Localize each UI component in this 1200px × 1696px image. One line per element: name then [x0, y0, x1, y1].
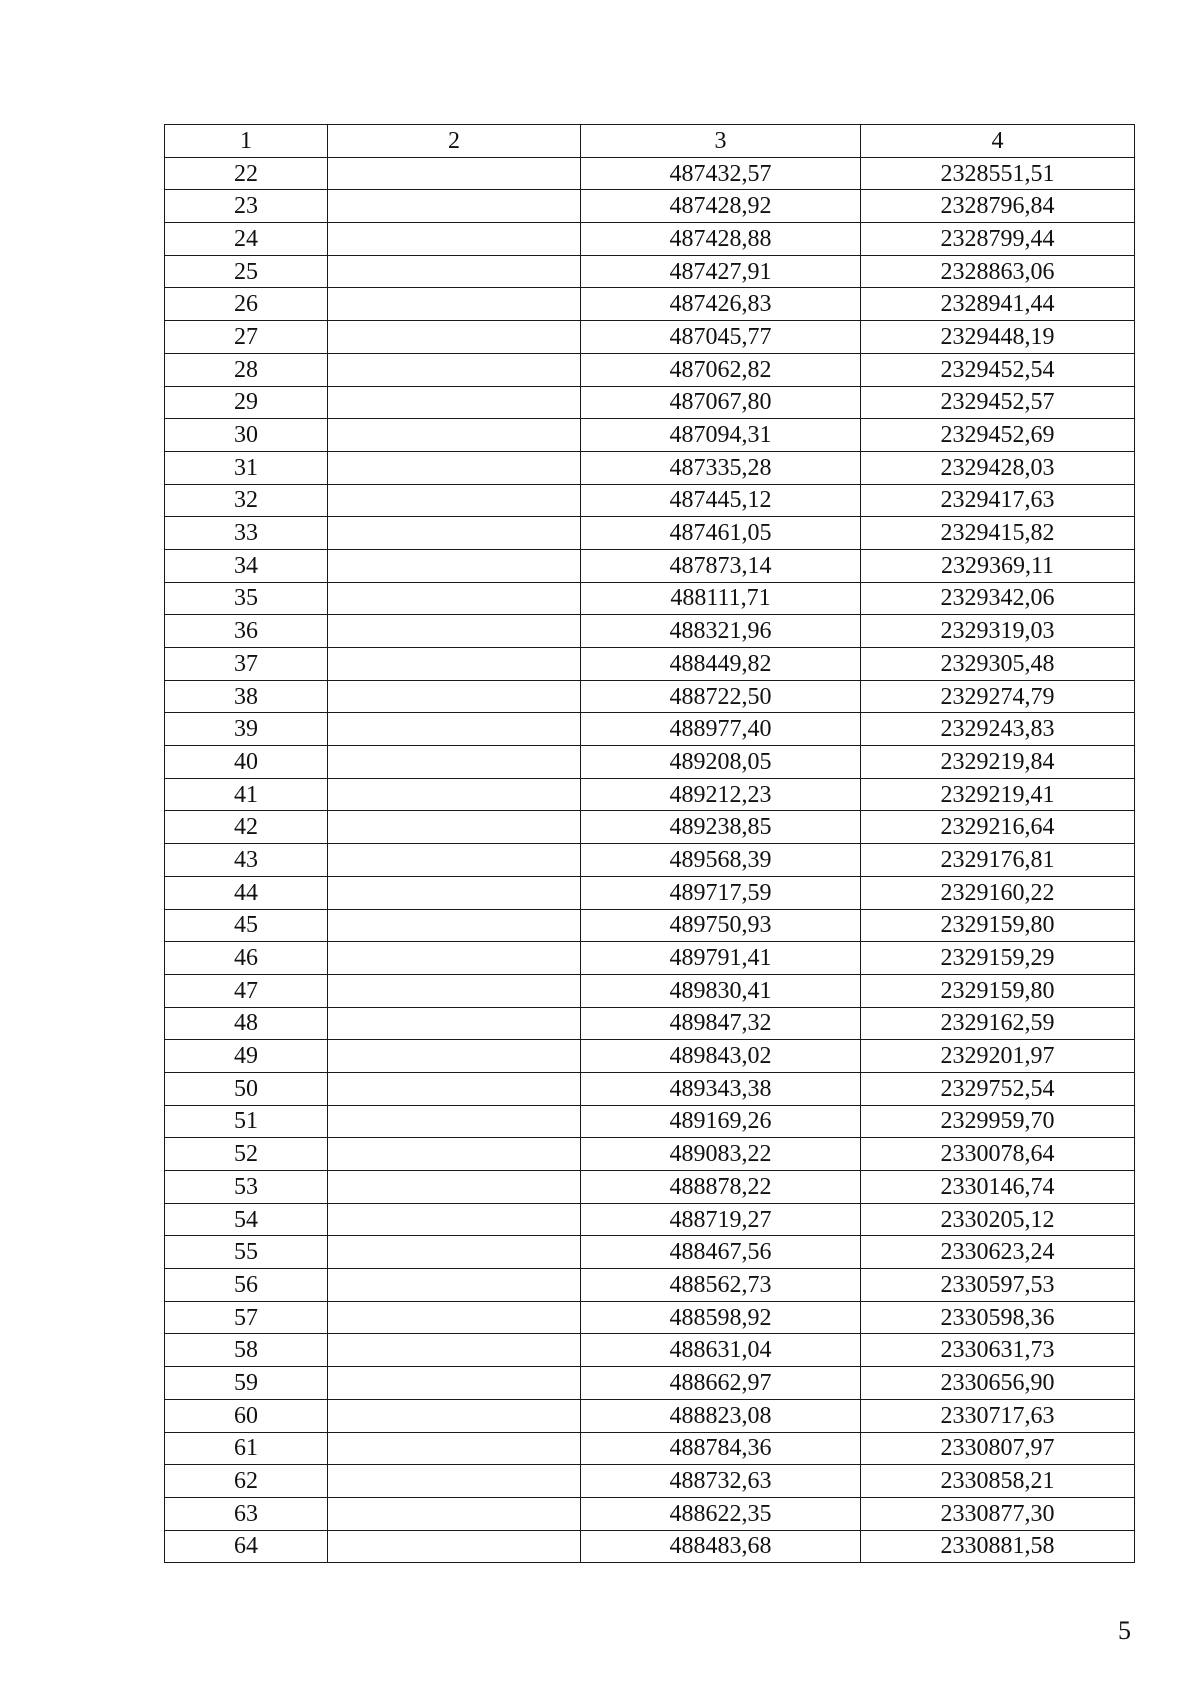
table-row: [165, 1432, 1135, 1465]
table-row: [165, 811, 1135, 844]
empty-cell: [328, 484, 581, 517]
point-number-cell: 34: [165, 549, 328, 582]
x-coordinate-cell: 488111,71: [581, 582, 861, 615]
x-coordinate-cell: 487461,05: [581, 517, 861, 550]
x-coordinate-cell: 487428,92: [581, 190, 861, 223]
empty-cell: [328, 713, 581, 746]
table-body: [165, 157, 1135, 1563]
x-coordinate-cell: 487335,28: [581, 451, 861, 484]
table-row: [165, 615, 1135, 648]
table-row: [165, 680, 1135, 713]
x-coordinate-cell: 487426,83: [581, 288, 861, 321]
point-number-cell: 30: [165, 419, 328, 452]
x-coordinate-cell: 488321,96: [581, 615, 861, 648]
table-row: [165, 746, 1135, 779]
table-row: [165, 1399, 1135, 1432]
point-number-cell: 24: [165, 223, 328, 256]
header-cell-1: 1: [165, 125, 328, 158]
table-row: [165, 942, 1135, 975]
y-coordinate-cell: 2329201,97: [861, 1040, 1135, 1073]
x-coordinate-cell: 489791,41: [581, 942, 861, 975]
x-coordinate-cell: 488622,35: [581, 1497, 861, 1530]
x-coordinate-cell: 487427,91: [581, 255, 861, 288]
point-number-cell: 52: [165, 1138, 328, 1171]
table-row: [165, 223, 1135, 256]
y-coordinate-cell: 2330858,21: [861, 1465, 1135, 1498]
header-cell-2: 2: [328, 125, 581, 158]
x-coordinate-cell: 487445,12: [581, 484, 861, 517]
point-number-cell: 25: [165, 255, 328, 288]
point-number-cell: 58: [165, 1334, 328, 1367]
table-row: [165, 1138, 1135, 1171]
y-coordinate-cell: 2330078,64: [861, 1138, 1135, 1171]
empty-cell: [328, 255, 581, 288]
table-row: [165, 1040, 1135, 1073]
y-coordinate-cell: 2329219,41: [861, 778, 1135, 811]
empty-cell: [328, 1465, 581, 1498]
empty-cell: [328, 1171, 581, 1204]
x-coordinate-cell: 487062,82: [581, 353, 861, 386]
table-row: [165, 517, 1135, 550]
y-coordinate-cell: 2329274,79: [861, 680, 1135, 713]
table-row: [165, 288, 1135, 321]
point-number-cell: 27: [165, 321, 328, 354]
table-row: [165, 157, 1135, 190]
y-coordinate-cell: 2330146,74: [861, 1171, 1135, 1204]
x-coordinate-cell: 488483,68: [581, 1530, 861, 1563]
y-coordinate-cell: 2329305,48: [861, 648, 1135, 681]
table-row: [165, 1465, 1135, 1498]
empty-cell: [328, 648, 581, 681]
y-coordinate-cell: 2329417,63: [861, 484, 1135, 517]
point-number-cell: 50: [165, 1072, 328, 1105]
y-coordinate-cell: 2329428,03: [861, 451, 1135, 484]
y-coordinate-cell: 2328941,44: [861, 288, 1135, 321]
point-number-cell: 53: [165, 1171, 328, 1204]
point-number-cell: 56: [165, 1269, 328, 1302]
point-number-cell: 48: [165, 1007, 328, 1040]
x-coordinate-cell: 488823,08: [581, 1399, 861, 1432]
y-coordinate-cell: 2329160,22: [861, 876, 1135, 909]
empty-cell: [328, 876, 581, 909]
point-number-cell: 28: [165, 353, 328, 386]
point-number-cell: 45: [165, 909, 328, 942]
x-coordinate-cell: 487432,57: [581, 157, 861, 190]
empty-cell: [328, 1040, 581, 1073]
empty-cell: [328, 680, 581, 713]
point-number-cell: 35: [165, 582, 328, 615]
point-number-cell: 33: [165, 517, 328, 550]
y-coordinate-cell: 2330717,63: [861, 1399, 1135, 1432]
x-coordinate-cell: 488631,04: [581, 1334, 861, 1367]
x-coordinate-cell: 489568,39: [581, 844, 861, 877]
empty-cell: [328, 1530, 581, 1563]
x-coordinate-cell: 488722,50: [581, 680, 861, 713]
y-coordinate-cell: 2328799,44: [861, 223, 1135, 256]
y-coordinate-cell: 2330807,97: [861, 1432, 1135, 1465]
table-row: [165, 1105, 1135, 1138]
y-coordinate-cell: 2329452,54: [861, 353, 1135, 386]
empty-cell: [328, 386, 581, 419]
table-row: [165, 386, 1135, 419]
y-coordinate-cell: 2329319,03: [861, 615, 1135, 648]
point-number-cell: 42: [165, 811, 328, 844]
table-row: [165, 1269, 1135, 1302]
table-row: [165, 1367, 1135, 1400]
y-coordinate-cell: 2330205,12: [861, 1203, 1135, 1236]
x-coordinate-cell: 488878,22: [581, 1171, 861, 1204]
y-coordinate-cell: 2330597,53: [861, 1269, 1135, 1302]
y-coordinate-cell: 2329159,29: [861, 942, 1135, 975]
point-number-cell: 54: [165, 1203, 328, 1236]
x-coordinate-cell: 489083,22: [581, 1138, 861, 1171]
x-coordinate-cell: 487067,80: [581, 386, 861, 419]
y-coordinate-cell: 2329415,82: [861, 517, 1135, 550]
x-coordinate-cell: 488598,92: [581, 1301, 861, 1334]
y-coordinate-cell: 2330877,30: [861, 1497, 1135, 1530]
x-coordinate-cell: 487873,14: [581, 549, 861, 582]
empty-cell: [328, 353, 581, 386]
point-number-cell: 43: [165, 844, 328, 877]
y-coordinate-cell: 2328863,06: [861, 255, 1135, 288]
empty-cell: [328, 223, 581, 256]
table-row: [165, 844, 1135, 877]
empty-cell: [328, 451, 581, 484]
y-coordinate-cell: 2329452,57: [861, 386, 1135, 419]
x-coordinate-cell: 488662,97: [581, 1367, 861, 1400]
empty-cell: [328, 1138, 581, 1171]
y-coordinate-cell: 2329448,19: [861, 321, 1135, 354]
table-row: [165, 549, 1135, 582]
point-number-cell: 39: [165, 713, 328, 746]
y-coordinate-cell: 2328796,84: [861, 190, 1135, 223]
empty-cell: [328, 1007, 581, 1040]
y-coordinate-cell: 2330656,90: [861, 1367, 1135, 1400]
table-row: [165, 1007, 1135, 1040]
point-number-cell: 22: [165, 157, 328, 190]
x-coordinate-cell: 488732,63: [581, 1465, 861, 1498]
empty-cell: [328, 321, 581, 354]
empty-cell: [328, 419, 581, 452]
y-coordinate-cell: 2328551,51: [861, 157, 1135, 190]
empty-cell: [328, 582, 581, 615]
y-coordinate-cell: 2329342,06: [861, 582, 1135, 615]
empty-cell: [328, 844, 581, 877]
empty-cell: [328, 1367, 581, 1400]
point-number-cell: 49: [165, 1040, 328, 1073]
x-coordinate-cell: 489843,02: [581, 1040, 861, 1073]
table-header-row: [165, 125, 1135, 158]
empty-cell: [328, 615, 581, 648]
y-coordinate-cell: 2329162,59: [861, 1007, 1135, 1040]
x-coordinate-cell: 487428,88: [581, 223, 861, 256]
point-number-cell: 44: [165, 876, 328, 909]
table-row: [165, 255, 1135, 288]
empty-cell: [328, 157, 581, 190]
y-coordinate-cell: 2329243,83: [861, 713, 1135, 746]
y-coordinate-cell: 2329176,81: [861, 844, 1135, 877]
y-coordinate-cell: 2330881,58: [861, 1530, 1135, 1563]
table-row: [165, 974, 1135, 1007]
table-row: [165, 353, 1135, 386]
x-coordinate-cell: 487094,31: [581, 419, 861, 452]
table-row: [165, 909, 1135, 942]
y-coordinate-cell: 2330631,73: [861, 1334, 1135, 1367]
point-number-cell: 46: [165, 942, 328, 975]
empty-cell: [328, 778, 581, 811]
empty-cell: [328, 517, 581, 550]
point-number-cell: 59: [165, 1367, 328, 1400]
point-number-cell: 40: [165, 746, 328, 779]
table-row: [165, 876, 1135, 909]
empty-cell: [328, 942, 581, 975]
table-row: [165, 451, 1135, 484]
point-number-cell: 57: [165, 1301, 328, 1334]
table-row: [165, 484, 1135, 517]
table-row: [165, 1497, 1135, 1530]
header-cell-3: 3: [581, 125, 861, 158]
empty-cell: [328, 190, 581, 223]
point-number-cell: 64: [165, 1530, 328, 1563]
point-number-cell: 62: [165, 1465, 328, 1498]
point-number-cell: 23: [165, 190, 328, 223]
table-row: [165, 778, 1135, 811]
point-number-cell: 60: [165, 1399, 328, 1432]
empty-cell: [328, 1236, 581, 1269]
y-coordinate-cell: 2329216,64: [861, 811, 1135, 844]
page-number: 5: [1118, 1616, 1131, 1645]
point-number-cell: 47: [165, 974, 328, 1007]
point-number-cell: 29: [165, 386, 328, 419]
empty-cell: [328, 1497, 581, 1530]
y-coordinate-cell: 2329752,54: [861, 1072, 1135, 1105]
x-coordinate-cell: 487045,77: [581, 321, 861, 354]
table-row: [165, 1530, 1135, 1563]
empty-cell: [328, 1301, 581, 1334]
table-row: [165, 321, 1135, 354]
empty-cell: [328, 1203, 581, 1236]
x-coordinate-cell: 488719,27: [581, 1203, 861, 1236]
table-row: [165, 582, 1135, 615]
y-coordinate-cell: 2330623,24: [861, 1236, 1135, 1269]
table-row: [165, 190, 1135, 223]
point-number-cell: 61: [165, 1432, 328, 1465]
header-cell-4: 4: [861, 125, 1135, 158]
y-coordinate-cell: 2329159,80: [861, 909, 1135, 942]
table-row: [165, 1203, 1135, 1236]
y-coordinate-cell: 2329452,69: [861, 419, 1135, 452]
empty-cell: [328, 1399, 581, 1432]
empty-cell: [328, 746, 581, 779]
table-row: [165, 1171, 1135, 1204]
empty-cell: [328, 549, 581, 582]
x-coordinate-cell: 488977,40: [581, 713, 861, 746]
empty-cell: [328, 974, 581, 1007]
x-coordinate-cell: 488467,56: [581, 1236, 861, 1269]
point-number-cell: 26: [165, 288, 328, 321]
x-coordinate-cell: 489343,38: [581, 1072, 861, 1105]
empty-cell: [328, 1072, 581, 1105]
point-number-cell: 38: [165, 680, 328, 713]
x-coordinate-cell: 489212,23: [581, 778, 861, 811]
point-number-cell: 41: [165, 778, 328, 811]
point-number-cell: 63: [165, 1497, 328, 1530]
empty-cell: [328, 288, 581, 321]
table-row: [165, 713, 1135, 746]
point-number-cell: 32: [165, 484, 328, 517]
table-row: [165, 419, 1135, 452]
table-row: [165, 1072, 1135, 1105]
point-number-cell: 36: [165, 615, 328, 648]
y-coordinate-cell: 2329219,84: [861, 746, 1135, 779]
table-row: [165, 1334, 1135, 1367]
y-coordinate-cell: 2330598,36: [861, 1301, 1135, 1334]
x-coordinate-cell: 489717,59: [581, 876, 861, 909]
x-coordinate-cell: 489238,85: [581, 811, 861, 844]
point-number-cell: 51: [165, 1105, 328, 1138]
y-coordinate-cell: 2329159,80: [861, 974, 1135, 1007]
x-coordinate-cell: 489750,93: [581, 909, 861, 942]
empty-cell: [328, 1432, 581, 1465]
x-coordinate-cell: 488449,82: [581, 648, 861, 681]
x-coordinate-cell: 489847,32: [581, 1007, 861, 1040]
empty-cell: [328, 811, 581, 844]
table-row: [165, 1236, 1135, 1269]
x-coordinate-cell: 489830,41: [581, 974, 861, 1007]
empty-cell: [328, 1334, 581, 1367]
x-coordinate-cell: 488784,36: [581, 1432, 861, 1465]
point-number-cell: 55: [165, 1236, 328, 1269]
x-coordinate-cell: 489169,26: [581, 1105, 861, 1138]
empty-cell: [328, 1105, 581, 1138]
x-coordinate-cell: 488562,73: [581, 1269, 861, 1302]
table-row: [165, 648, 1135, 681]
table-row: [165, 1301, 1135, 1334]
x-coordinate-cell: 489208,05: [581, 746, 861, 779]
empty-cell: [328, 1269, 581, 1302]
coordinates-table: [164, 124, 1135, 1563]
point-number-cell: 31: [165, 451, 328, 484]
empty-cell: [328, 909, 581, 942]
y-coordinate-cell: 2329959,70: [861, 1105, 1135, 1138]
point-number-cell: 37: [165, 648, 328, 681]
y-coordinate-cell: 2329369,11: [861, 549, 1135, 582]
